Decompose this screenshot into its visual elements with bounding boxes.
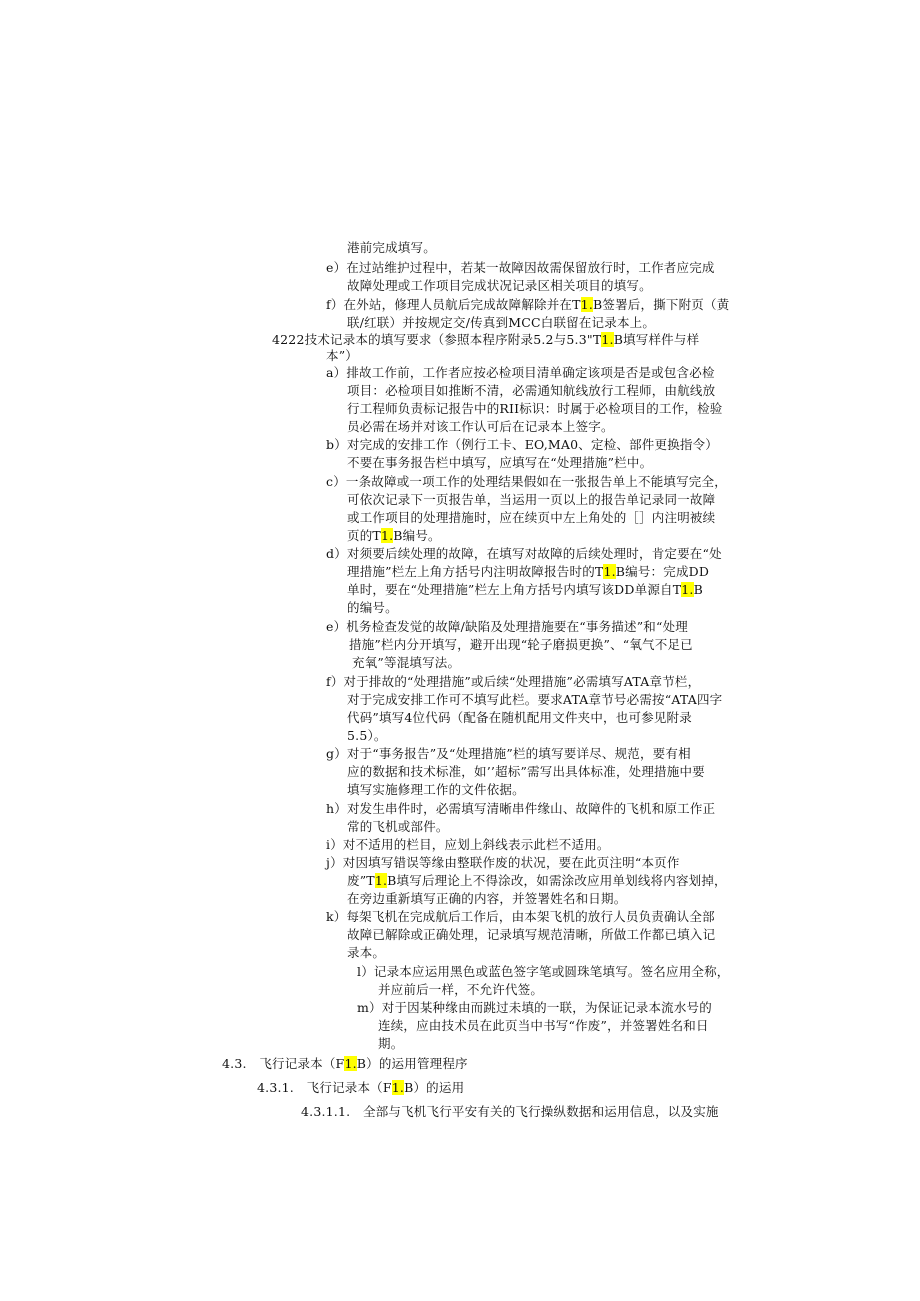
text-line: 员必需在场并对该工作认可后在记录本上签字。 <box>347 419 614 434</box>
text-line: a）排故工作前，工作者应按必检项目清单确定该项是否是或包含必检 <box>326 365 715 380</box>
highlight-mark: 1. <box>344 1056 357 1071</box>
text-line: 填写实施修理工作的文件依据。 <box>347 782 525 797</box>
highlight-mark: 1. <box>380 528 394 543</box>
highlight-mark: 1. <box>580 297 593 312</box>
text-line: 联/红联）并按规定交/传真到MCC白联留在记录本上。 <box>347 315 656 330</box>
section-heading: 4.3.1.1. 全部与飞机飞行平安有关的飞行操纵数据和运用信息，以及实施 <box>301 1104 719 1119</box>
text-line: 的编号。 <box>347 600 398 615</box>
highlight-mark: 1. <box>681 582 694 597</box>
text-line: 连续，应由技术员在此页当中书写“作废”，并签署姓名和日 <box>378 1018 709 1033</box>
text-line: 措施”栏内分开填写，避开出现“轮子磨损更换”、“氧气不足已 <box>349 637 693 652</box>
text-line: 在旁边重新填写正确的内容，并签署姓名和日期。 <box>347 891 627 906</box>
text-line: i）对不适用的栏目，应划上斜线表示此栏不适用。 <box>326 837 610 852</box>
highlight-mark: 1. <box>391 1080 405 1095</box>
section-heading: 4.3.1. 飞行记录本（F1.B）的运用 <box>257 1080 465 1095</box>
text-line: c）一条故障或一项工作的处理结果假如在一张报告单上不能填写完全， <box>326 474 727 489</box>
text-line: 或工作项目的处理措施时，应在续页中左上角处的［］内注明被续 <box>347 510 716 525</box>
text-line: 废”T1.B填写后理论上不得涂改，如需涂改应用单划线将内容划掉， <box>347 873 727 888</box>
text-line: 应的数据和技术标准，如’’超标”需写出具体标准，处理措施中要 <box>347 764 705 779</box>
text-line: 不要在事务报告栏中填写，应填写在“处理措施”栏中。 <box>347 455 653 470</box>
text-line: 港前完成填写。 <box>347 240 436 255</box>
section-heading: 4.3. 飞行记录本（F1.B）的运用管理程序 <box>222 1056 468 1071</box>
text-line: k）每架飞机在完成航后工作后，由本架飞机的放行人员负责确认全部 <box>326 909 715 924</box>
text-line: 理措施”栏左上角方括号内注明故障报告时的T1.B编号：完成DD <box>347 564 710 579</box>
text-line: 常的飞机或部件。 <box>347 819 449 834</box>
text-line: h）对发生串件时，必需填写清晰串件缘山、故障件的飞机和原工作正 <box>326 801 716 816</box>
highlight-mark: 1. <box>603 564 616 579</box>
text-line: j）对因填写错误等缘由整联作废的状况，要在此页注明“本页作 <box>326 855 680 870</box>
text-line: f）在外站，修理人员航后完成故障解除并在T1.B签署后，撕下附页（黄 <box>326 297 730 312</box>
highlight-mark: 1. <box>374 873 388 888</box>
text-line: e）在过站维护过程中，若某一故障因故需保留放行时，工作者应完成 <box>326 260 715 275</box>
text-line: 行工程师负责标记报告中的RII标识：时属于必检项目的工作，检验 <box>347 401 723 416</box>
text-line: 故障已解除或正确处理，记录填写规范清晰，所做工作都已填入记 <box>347 927 716 942</box>
text-line: 对于完成安排工作可不填写此栏。要求ATA章节号必需按“ATA四字 <box>347 692 723 707</box>
text-line: 可依次记录下一页报告单，当运用一页以上的报告单记录同一故障 <box>347 492 716 507</box>
highlight-mark: 1. <box>601 332 614 347</box>
text-line: 充氧”等混填写法。 <box>352 655 461 670</box>
text-line: d）对须要后续处理的故障，在填写对故障的后续处理时，肯定要在“处 <box>326 546 722 561</box>
text-line: m）对于因某种缘由而跳过未填的一联，为保证记录本流水号的 <box>357 1000 712 1015</box>
text-line: 录本。 <box>347 945 386 960</box>
text-line: 项目：必检项目如推断不清，必需通知航线放行工程师，由航线放 <box>347 383 716 398</box>
text-line: l）记录本应运用黑色或蓝色签字笔或圆珠笔填写。签名应用全称， <box>357 964 730 979</box>
section-heading: 4222技术记录本的填写要求（参照本程序附录5.2与5.3"T1.B填写样件与样 <box>272 332 700 347</box>
text-line: 5.5）。 <box>347 728 387 743</box>
text-line: 代码”填写4位代码（配备在随机配用文件夹中，也可参见附录 <box>347 710 692 725</box>
text-line: g）对于“事务报告”及“处理措施”栏的填写要详尽、规范，要有相 <box>326 746 691 761</box>
text-line: e）机务检查发觉的故障/缺陷及处理措施要在“事务描述”和“处理 <box>326 619 688 634</box>
text-line: 并应前后一样，不允许代签。 <box>378 982 544 997</box>
text-line: f）对于排故的“处理措施”或后续“处理措施”必需填写ATA章节栏， <box>326 674 701 689</box>
text-line: 期。 <box>378 1036 404 1051</box>
text-line: 故障处理或工作项目完成状况记录区相关项目的填写。 <box>347 278 652 293</box>
text-line: 单时，要在“处理措施”栏左上角方括号内填写该DD单源自T1.B <box>347 582 703 597</box>
text-line: 页的T1.B编号。 <box>347 528 441 543</box>
text-line: b）对完成的安排工作（例行工卡、EO,MA0、定检、部件更换指令） <box>326 437 718 452</box>
text-line: 本”） <box>326 348 358 363</box>
